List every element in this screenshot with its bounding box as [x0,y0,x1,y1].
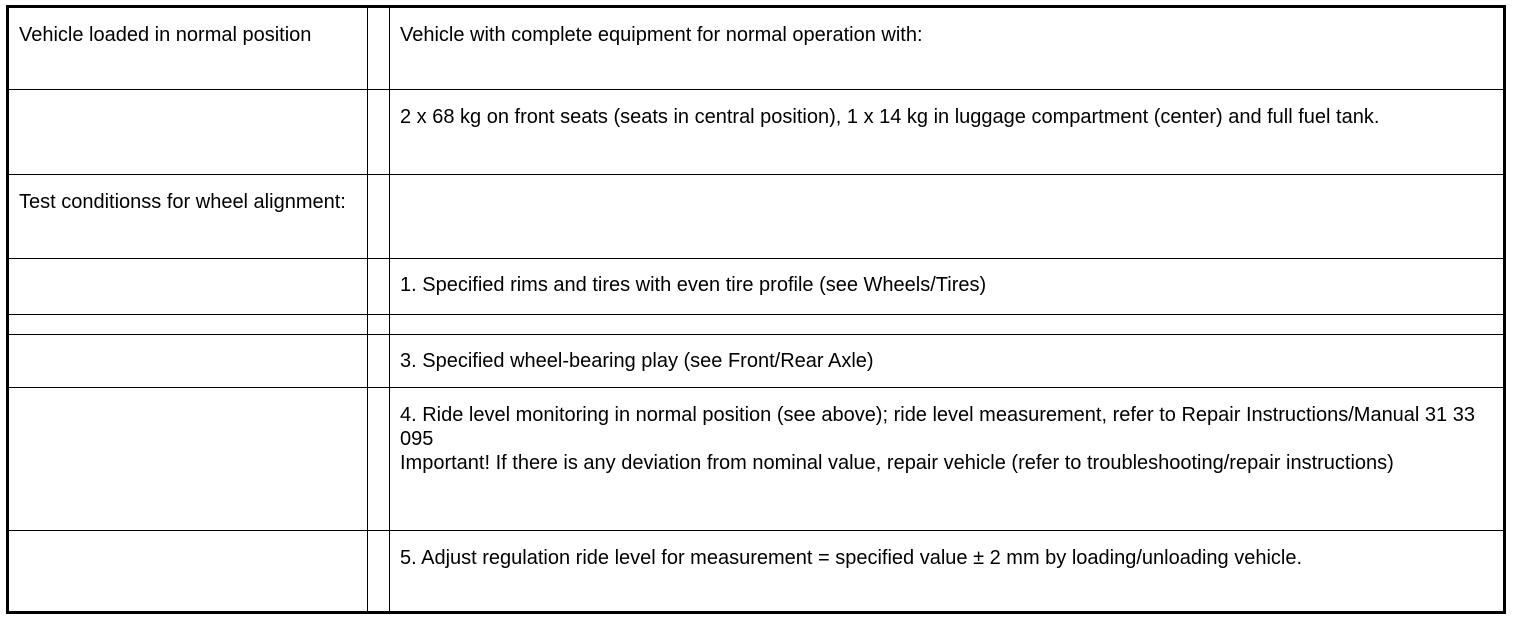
row-text-cell [390,90,1505,175]
table-row [8,315,1505,335]
table-row [8,388,1505,531]
row-label-cell [8,335,368,388]
spacer-cell [368,388,390,531]
spacer-cell [368,90,390,175]
row-text-line: 2 x 68 kg on front seats (seats in central position), 1 x 14 kg in luggage compartment (center) and full fuel tank. [400,106,1380,128]
spacer-cell [368,7,390,90]
row-text-cell [390,335,1505,388]
row-text-line: 4. Ride level monitoring in normal position (see above); ride level measurement, refer to Repair Instructions/Manual 31 33 095 [400,404,1475,450]
row-text-line: Important! If there is any deviation from nominal value, repair vehicle (refer to troubleshooting/repair instructions) [400,452,1394,474]
row-label-cell [8,531,368,613]
row-text-cell [390,531,1505,613]
wheel-alignment-spec-table [6,5,1506,614]
row-label-cell [8,315,368,335]
row-text-line: 3. Specified wheel-bearing play (see Front/Rear Axle) [400,350,874,372]
row-text-cell [390,7,1505,90]
table-row [8,335,1505,388]
spacer-cell [368,531,390,613]
row-text-cell [390,388,1505,531]
table-row [8,175,1505,259]
spacer-cell [368,315,390,335]
table-row [8,90,1505,175]
table-row [8,7,1505,90]
row-label-cell [8,90,368,175]
spacer-cell [368,175,390,259]
row-text-line: Vehicle with complete equipment for normal operation with: [400,24,923,46]
row-label-cell: Vehicle loaded in normal position [8,7,368,90]
table-row [8,531,1505,613]
row-text-cell [390,259,1505,315]
row-text-cell [390,175,1505,259]
row-label-cell: Test conditionss for wheel alignment: [8,175,368,259]
spacer-cell [368,335,390,388]
table-row [8,259,1505,315]
row-label-cell [8,388,368,531]
row-text-cell [390,315,1505,335]
row-text-line: 5. Adjust regulation ride level for measurement = specified value ± 2 mm by loading/unloading vehicle. [400,547,1303,569]
row-label-cell [8,259,368,315]
spacer-cell [368,259,390,315]
row-text-line: 1. Specified rims and tires with even tire profile (see Wheels/Tires) [400,274,987,296]
